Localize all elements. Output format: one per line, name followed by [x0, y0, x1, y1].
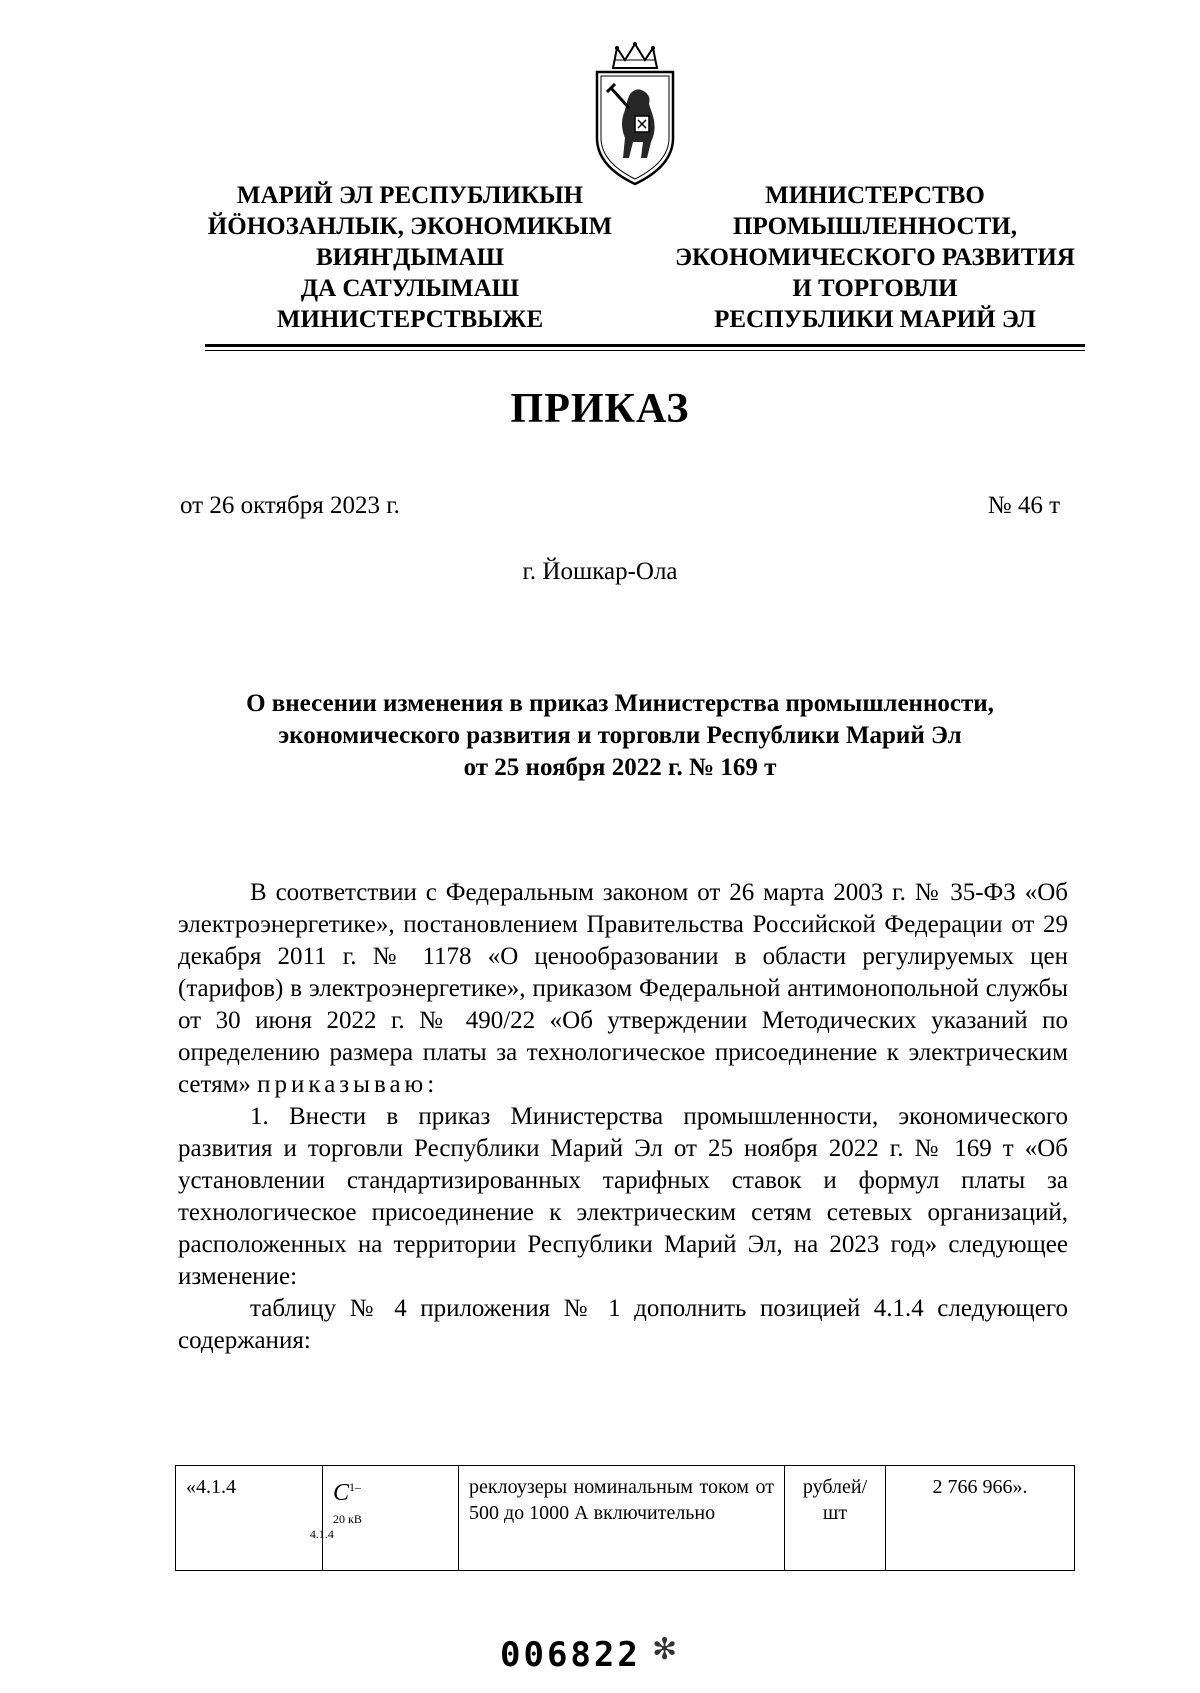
subject-line: О внесении изменения в приказ Министерства промышленности,: [246, 690, 994, 717]
header-russian: [650, 180, 1100, 335]
body-paragraph-preamble: [178, 877, 1068, 1101]
table-cell-unit: рублей/ шт: [785, 1466, 886, 1571]
order-date: от 26 октября 2023 г.: [180, 492, 400, 519]
table-cell-description: реклоузеры номинальным током от 500 до 1000 А включительно: [459, 1466, 785, 1571]
body-paragraph-item-1: 1. Внести в приказ Министерства промышленности, экономического развития и торговли Республики Марий Эл от 25 ноября 2022 г. № 169 т «Об установлении стандартизированных тарифных ставок и формул платы за технологическое присоединение к электрическим сетям сетевых организаций, расположенных на территории Республики Марий Эл, на 2023 год» следующее изменение:: [178, 1103, 1068, 1290]
preamble-text: В соответствии с Федеральным законом от 26 марта 2003 г. № 35-ФЗ «Об электроэнергетике», постановлением Правительства Российской Федерации от 29 декабря 2011 г. № 1178 «О ценообразовании в области регулируемых цен (тарифов) в электроэнергетике», приказом Федеральной антимонопольной службы от 30 июня 2022 г. № 490/22 «Об утверждении Методических указаний по определению размера платы за технологическое присоединение к электрическим сетям»: [178, 879, 1068, 1098]
header-marii: [190, 180, 630, 335]
header-left-line: МАРИЙ ЭЛ РЕСПУБЛИКЫН: [236, 182, 584, 209]
subject-line: от 25 ноября 2022 г. № 169 т: [463, 754, 777, 781]
table-cell-position: «4.1.4: [176, 1466, 323, 1571]
header-left-line: ВИЯҤДЫМАШ: [315, 244, 505, 271]
preamble-action: приказываю:: [257, 1071, 439, 1098]
body-paragraph-table-intro: таблицу № 4 приложения № 1 дополнить позицией 4.1.4 следующего содержания:: [178, 1295, 1068, 1354]
symbol-base: C: [333, 1480, 350, 1506]
table-cell-value: 2 766 966».: [886, 1466, 1075, 1571]
order-body: [178, 877, 1068, 1357]
symbol-subscript: 4.1.4: [309, 1526, 334, 1541]
order-number: № 46 т: [987, 492, 1060, 519]
table-row: [176, 1466, 1075, 1571]
order-subject: [160, 688, 1080, 784]
order-city: г. Йошкар-Ола: [522, 558, 678, 585]
header-left-line: МИНИСТЕРСТВЫЖЕ: [276, 306, 544, 333]
symbol-superscript: 1–20 кВ: [333, 1480, 362, 1526]
rate-symbol: [309, 1474, 362, 1547]
header-divider-thick: [205, 344, 1085, 347]
tariff-table: [175, 1465, 1075, 1571]
coat-of-arms-emblem: [585, 38, 685, 188]
header-right-line: ПРОМЫШЛЕННОСТИ,: [733, 213, 1017, 240]
header-right-line: РЕСПУБЛИКИ МАРИЙ ЭЛ: [714, 306, 1036, 333]
asterisk-mark-icon: ✻: [652, 1633, 678, 1666]
header-left-line: ДА САТУЛЫМАШ: [300, 275, 520, 302]
document-type-title: ПРИКАЗ: [510, 386, 690, 432]
header-right-line: МИНИСТЕРСТВО: [765, 182, 985, 209]
header-right-line: ЭКОНОМИЧЕСКОГО РАЗВИТИЯ: [675, 244, 1075, 271]
table-cell-symbol: [309, 1466, 459, 1571]
header-right-line: И ТОРГОВЛИ: [792, 275, 958, 302]
header-left-line: ЙÖНОЗАНЛЫК, ЭКОНОМИКЫМ: [207, 213, 613, 240]
header-divider-thin: [205, 350, 1085, 351]
subject-line: экономического развития и торговли Республики Марий Эл: [278, 722, 962, 749]
serial-number: 006822: [500, 1635, 641, 1675]
